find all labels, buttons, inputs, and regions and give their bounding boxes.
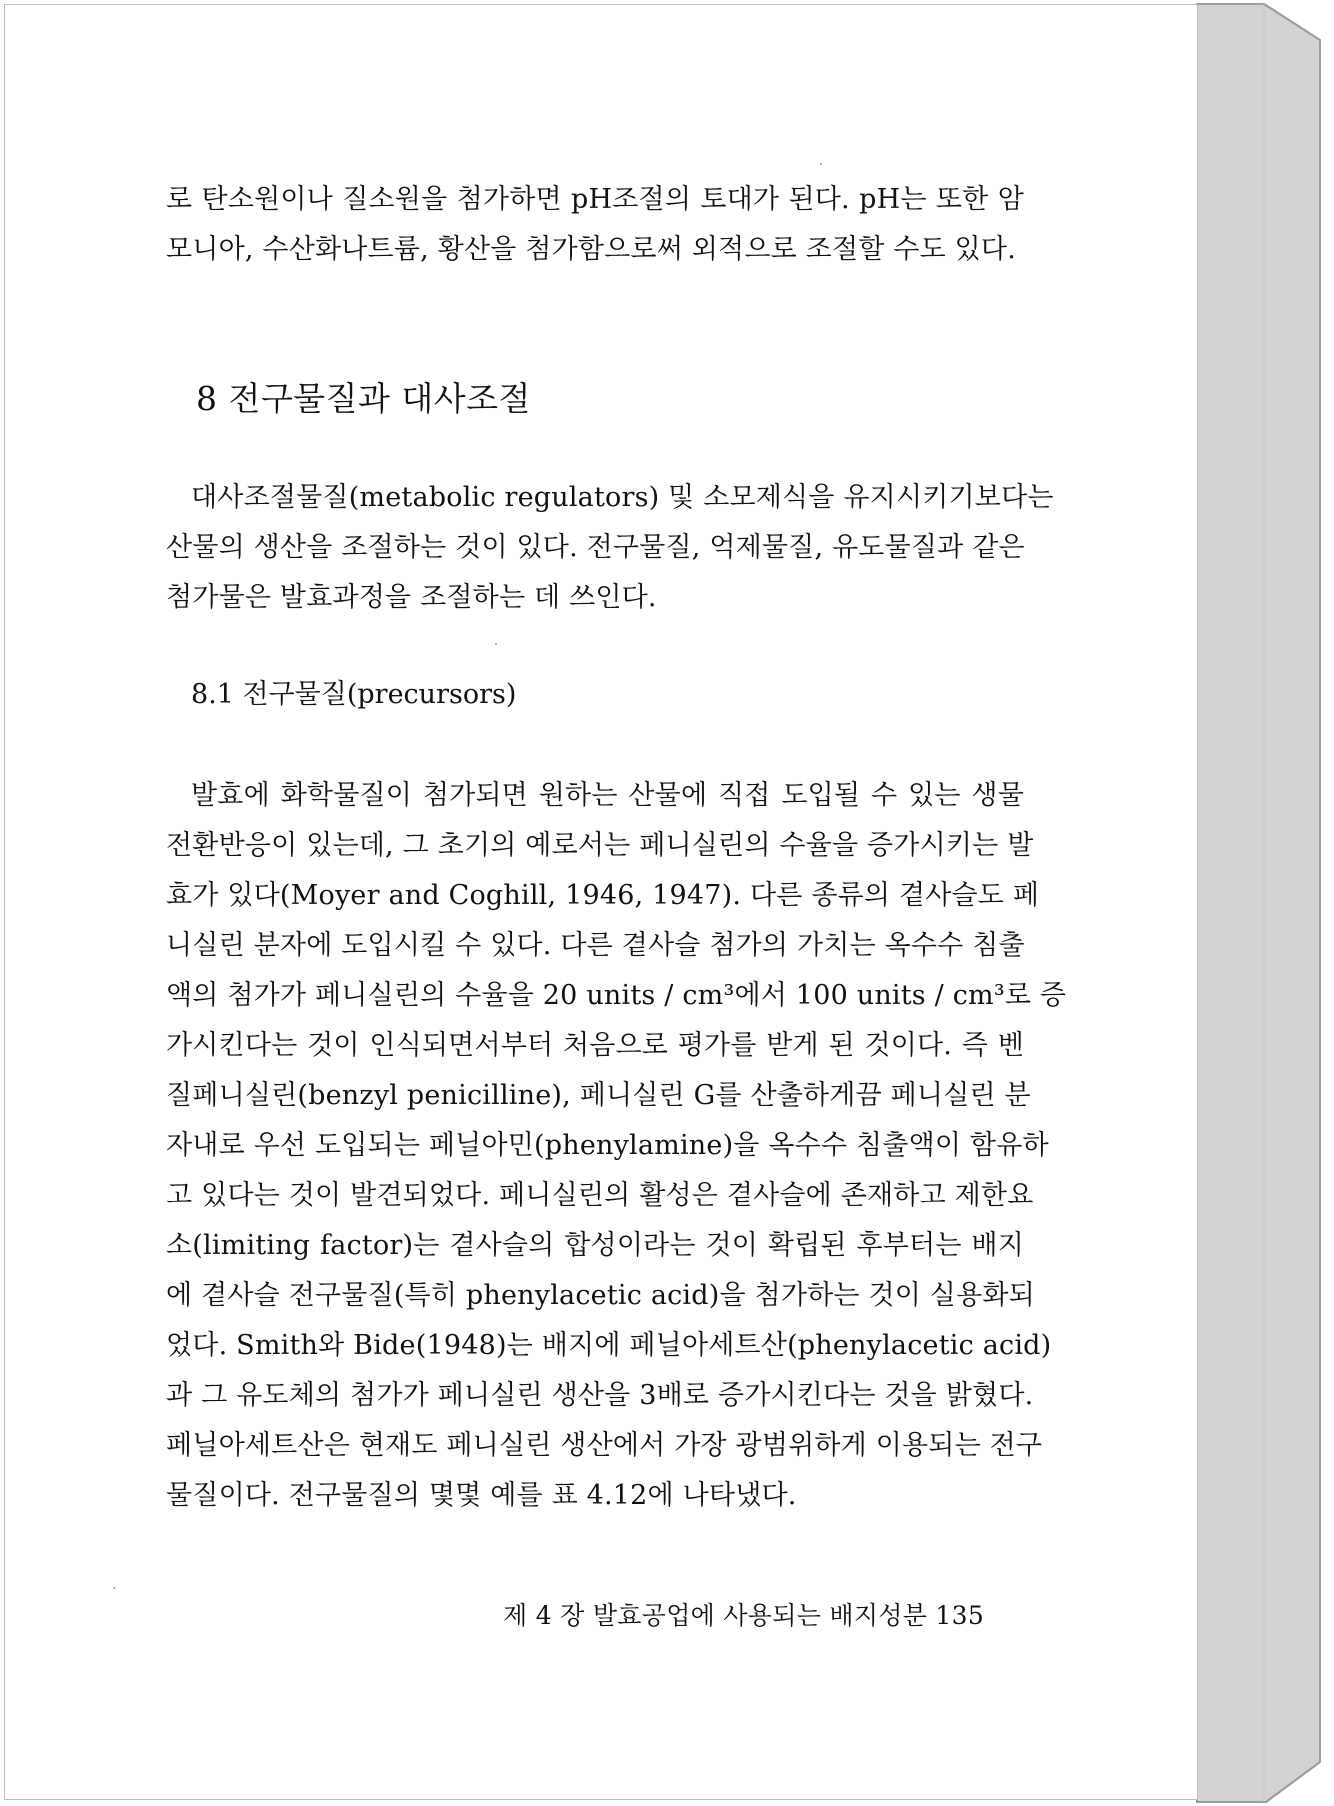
main-paragraph-line: 효가 있다(Moyer and Coghill, 1946, 1947). 다른 종류의 곁사슬도 페 [166, 880, 1040, 911]
scan-speck [495, 643, 497, 645]
section-paragraph-line: 첨가물은 발효과정을 조절하는 데 쓰인다. [166, 582, 657, 613]
main-paragraph-line: 전환반응이 있는데, 그 초기의 예로서는 페니실린의 수율을 증가시키는 발 [166, 830, 1034, 861]
scan-speck [820, 163, 822, 165]
intro-line: 모니아, 수산화나트륨, 황산을 첨가함으로써 외적으로 조절할 수도 있다. [166, 234, 1017, 265]
main-paragraph-line: 발효에 화학물질이 첨가되면 원하는 산물에 직접 도입될 수 있는 생물 [191, 780, 1024, 811]
main-paragraph-line: 액의 첨가가 페니실린의 수율을 20 units / cm³에서 100 units / cm³로 증 [166, 980, 1067, 1011]
subsection-heading: 8.1 전구물질(precursors) [191, 679, 517, 710]
scan-speck [113, 1587, 115, 1589]
main-paragraph-line: 니실린 분자에 도입시킬 수 있다. 다른 곁사슬 첨가의 가치는 옥수수 침출 [166, 930, 1025, 961]
page-footer: 제 4 장 발효공업에 사용되는 배지성분 135 [503, 1601, 985, 1630]
main-paragraph-line: 자내로 우선 도입되는 페닐아민(phenylamine)을 옥수수 침출액이 함유하 [166, 1130, 1049, 1161]
main-paragraph-line: 페닐아세트산은 현재도 페니실린 생산에서 가장 광범위하게 이용되는 전구 [166, 1430, 1043, 1461]
main-paragraph-line: 질페니실린(benzyl penicilline), 페니실린 G를 산출하게끔 페니실린 분 [166, 1080, 1031, 1111]
main-paragraph-line: 고 있다는 것이 발견되었다. 페니실린의 활성은 곁사슬에 존재하고 제한요 [166, 1180, 1034, 1211]
intro-line: 로 탄소원이나 질소원을 첨가하면 pH조절의 토대가 된다. pH는 또한 암 [166, 184, 1024, 215]
main-paragraph-line: 물질이다. 전구물질의 몇몇 예를 표 4.12에 나타냈다. [166, 1480, 797, 1511]
main-paragraph-line: 과 그 유도체의 첨가가 페니실린 생산을 3배로 증가시킨다는 것을 밝혔다. [166, 1380, 1034, 1411]
section-paragraph-line: 대사조절물질(metabolic regulators) 및 소모제식을 유지시키기보다는 [191, 482, 1054, 513]
main-paragraph-line: 소(limiting factor)는 곁사슬의 합성이라는 것이 확립된 후부터는 배지 [166, 1230, 1024, 1261]
main-paragraph-line: 가시킨다는 것이 인식되면서부터 처음으로 평가를 받게 된 것이다. 즉 벤 [166, 1030, 1024, 1061]
section-heading: 8 전구물질과 대사조절 [196, 379, 531, 418]
section-paragraph-line: 산물의 생산을 조절하는 것이 있다. 전구물질, 억제물질, 유도물질과 같은 [166, 532, 1025, 563]
main-paragraph-line: 에 곁사슬 전구물질(특히 phenylacetic acid)을 첨가하는 것이 실용화되 [166, 1280, 1035, 1311]
book-page [4, 4, 1198, 1800]
main-paragraph-line: 었다. Smith와 Bide(1948)는 배지에 페닐아세트산(phenylacetic acid) [166, 1330, 1052, 1361]
